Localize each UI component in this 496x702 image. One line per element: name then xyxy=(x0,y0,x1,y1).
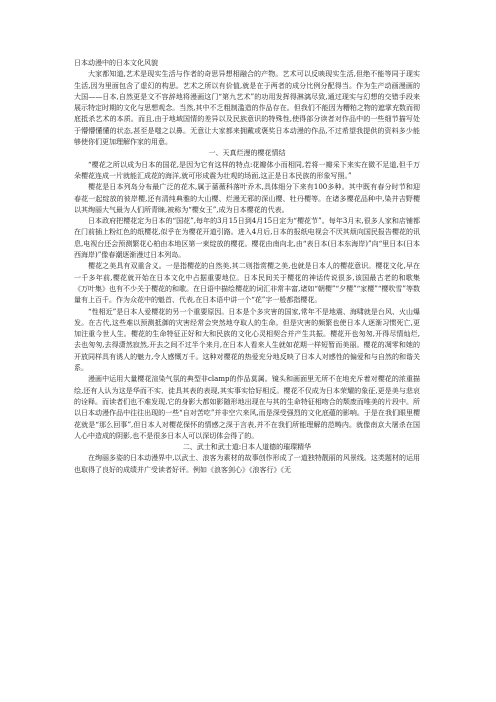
sections-block xyxy=(74,148,420,476)
section-paragraph: 在绚丽多姿的日本动漫界中,以武士、浪客为素材的故事创作形成了一道独特靓丽的风景线。这类题材的运用也取得了良好的成绩并广受读者好评。例如《浪客剑心》《浪客行》《无 xyxy=(74,454,420,474)
section-paragraph: 漫画中运用大量樱花渲染气氛的典型非clamp的作品莫属。镜头和画面里无所不在地充斥着对樱花的浓重描绘,还有人认为这是华而不实、徒具其表的表现,其实事实恰好相反。樱花不仅成为日本荣耀的象征,更是美与悲哀的诠释。而读者们也不难发现,它的身影大都如影随形地出现在与其的生命特征相吻合的颓废而唯美的片段中。所以日本动漫作品中往往出现的一些“自对苦吃”并非空穴来风,而是深受强烈的文化底蕴的影响。于是在我们眼里樱花就是“那么回事”,但日本人对樱花保怀的情感之深于言表,并不在我们所能理解的范畴内。就像南京大屠杀在国人心中造成的阴影,也不是很多日本人可以深切体会得了的。 xyxy=(74,375,420,440)
section-paragraph: 日本政府把樱花定为日本的“国花”,每年的3月15日到4月15日定为“樱花节”。每年3月末,很多人家和店铺都在门前插上粉红色的纸樱花,似乎在为樱花开道引路。进入4月后,日本的报纸电视会不厌其烦向国民报告樱花的讯息,电视台还会预测繁花心柏由本地区第一束绽放的樱花。樱花由南向北,由“表日本(日本东海岸)”向“里日本(日本西海岸)”像春潮逐渐漫过日本列岛。 xyxy=(74,217,420,260)
section-heading: 二、武士和武士道:日本人道德的璀璨精华 xyxy=(182,443,312,452)
section-paragraph: “性相近”是日本人爱樱花的另一个重要原因。日本是个多灾害的国家,常年不是地震、海啸就是台风、火山爆发。在古代,这些难以预测抵御的灾害经常会突然地夺取人的生命。但是灾害的频繁也使日本人逐渐习惯死亡,更加注重今世人生。樱花的生命特征正好和大和民族的文化心灵相契合并产生共振。樱花开也匆匆,开得尽情灿烂,去也匆匆,去得潇然寂然,开去之间不过半个来月,在日本人看来人生就如花期一样短暂而美丽。樱花的凋零和她的开放同样具有诱人的魅力,令人感慨万千。这种对樱花的热爱充分地反映了日本人对感性的偏爱和与自然的和谐关系。 xyxy=(74,307,420,373)
document-section xyxy=(74,148,420,442)
document-body xyxy=(74,58,420,476)
document-title: 日本动漫中的日本文化风貌 xyxy=(74,59,158,67)
section-paragraph: “樱花之所以成为日本的国花,是因为它有这样的特点:花瓣体小而相同,若将一瓣采下来实在微不足道,但千万朵樱花连成一片就能汇成花的海洋,就可形成震为壮观的场面,这正是日本民族的形象写照。” xyxy=(74,160,420,180)
document-section xyxy=(74,442,420,476)
section-paragraph: 樱花之美具有双重含义。一是指樱花的自然美,其二则指赏樱之美,也就是日本人的樱花意识。樱花文化,早在一千多年前,樱花就开始在日本文化中占据重要地位。日本民间关于樱花的神话传说很多,该国最古老的和歌集《万叶集》也有不少关于樱花的和歌。在日语中描绘樱花的词汇非常丰富,诸如“朝樱”“夕樱”“家樱”“樱吹雪”等数量有上百千。作为众花中的魁首、代表,在日本语中讲一个“花”字一般都指樱花。 xyxy=(74,262,420,305)
intro-block xyxy=(74,69,420,148)
section-heading: 一、天真烂漫的樱花情结 xyxy=(208,149,286,158)
intro-paragraph: 大家都知道,艺术是现实生活与作者的奇思异想相融合的产物。艺术可以反映现实生活,但绝不能等同于现实生活,因为里面包含了虚幻的构思。艺术之所以有价值,就是在于两者的成分比例分配得当。作为生产动画漫画的大国——日本,自然更是文不容辞地将漫画这门“第九艺术”的功用发挥得淋漓尽致,通过现实与幻想的交错手段来展示特定时期的文化与思想观念。当然,其中不乏粗制滥造的作品存在。但我们不能因为糟粕之物的遮掌充数而彻底抵杀艺术的本质。而且,由于地域国情的差异以及民族意识的特殊性,使得部分读者对作品中的一些细节描写处于懵懵懂懂的状态,甚至是嗤之以鼻。无意让大家都来拥戴或褒奖日本动漫的作品,不过希望我提供的资料多少能够使你们更加理解作家的用意。 xyxy=(74,70,420,147)
section-paragraph: 樱花是日本列岛分布最广泛的花木,属于蔷薇科落叶乔木,具体细分下来有100多种。其中既有春分时节和迎春花一起绽放的彼岸樱,还有清纯典雅的大山樱、烂漫无邪的深山樱、牡丹樱等。在诸多樱花品种中,染井吉野樱以其绚丽大气最为人们所青睐,被称为“樱女王”,成为日本樱花的代表。 xyxy=(74,183,420,214)
